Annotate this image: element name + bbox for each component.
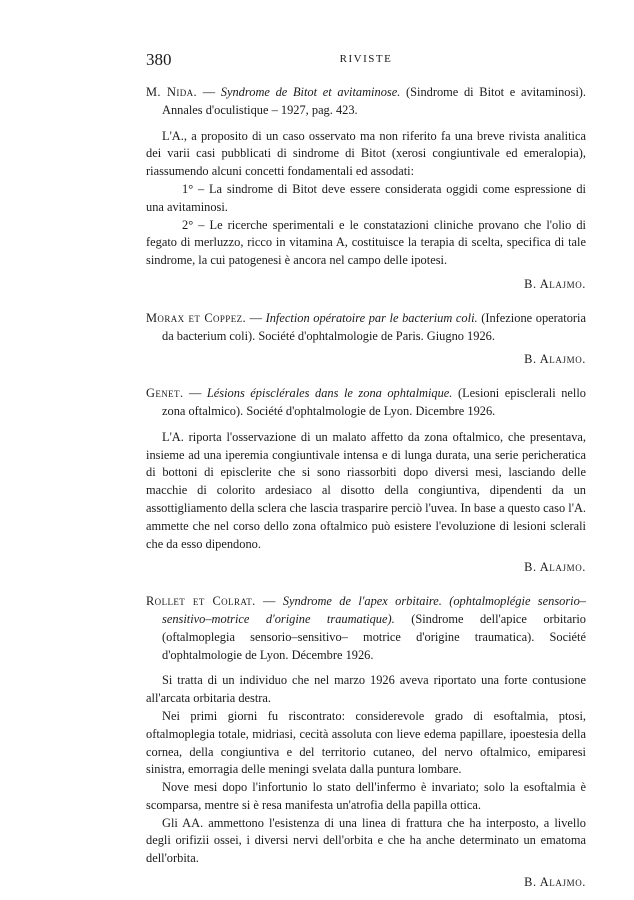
author: Morax et Coppez. [146, 310, 246, 325]
running-head: RIVISTE [339, 53, 393, 65]
spacer [146, 294, 586, 310]
author: Genet. [146, 386, 184, 401]
spacer [146, 369, 586, 385]
author: M. Nida. [146, 85, 198, 99]
page-header [146, 50, 586, 70]
reference: Genet. — Lésions épisclérales dans le zona ophtalmique. (Lesioni episclerali nello zona oftalmico). Société d'ophtalmologie de Lyon. Dicembre 1926. [146, 386, 586, 418]
page-number: 380 [146, 50, 172, 69]
spacer [146, 577, 586, 593]
signature: B. Alajmo. [524, 560, 586, 575]
review-morax-coppez [146, 310, 586, 369]
translation: (Sindrome di Bitot e avitaminosi). [406, 85, 586, 99]
source: Société d'ophtalmologie de Lyon. Dicembre 1926. [246, 403, 496, 418]
numbered-point: 1° – La sindrome di Bitot deve essere considerata oggidi come espressione di una avitaminosi. [146, 181, 586, 214]
translation: (Sindrome dell'apice orbitario (oftalmoplegia sensorio–sensitivo– motrice d'origine traumatica). [162, 611, 586, 644]
author: Rollet et Colrat. [146, 594, 256, 609]
title: Syndrome de l'apex orbitaire. (ophtalmoplégie sensorio–sensitivo–motrice d'origine traumatique). [162, 594, 587, 626]
signature: B. Alajmo. [524, 875, 586, 890]
review-nida [146, 84, 586, 294]
review-genet [146, 385, 586, 577]
translation: (Infezione operatoria da bacterium coli). [162, 310, 586, 343]
paragraph: Nei primi giorni fu riscontrato: considerevole grado di esoftalmia, ptosi, oftalmoplegia totale, midriasi, cecità assoluta con lieve edema papillare, ipoestesia della cornea, della congiuntiva e del territorio cutaneo, del nervo oftalmico, emiparesi sinistra, emorragia delle meningi svelata dalla puntura lombare. [146, 708, 586, 777]
paragraph: Si tratta di un individuo che nel marzo 1926 aveva riportato una forte contusione all'arcata orbitaria destra. [146, 673, 586, 706]
reference: Rollet et Colrat. — Syndrome de l'apex orbitaire. (ophtalmoplégie sensorio–sensitivo–motrice d'origine traumatique). (Sindrome dell'apice orbitario (oftalmoplegia sensorio–sensitivo– motrice d'origine traumatica). Société d'ophtalmologie de Lyon. Décembre 1926. [146, 594, 587, 662]
source: Société d'ophtalmologie de Paris. Giugno 1926. [258, 328, 495, 343]
source: Société d'ophtalmologie de Lyon. Décembre 1926. [162, 629, 586, 662]
numbered-point: 2° – Le ricerche sperimentali e le constatazioni cliniche provano che l'olio di fegato di merluzzo, ricco in vitamina A, costituisce la terapia di scelta, specifica di tale sindrome, la cui patogenesi è ancora nel campo delle ipotesi. [146, 217, 586, 268]
paragraph: Gli AA. ammettono l'esistenza di una linea di frattura che ha interposto, a livello degli orifizii ossei, i diversi nervi dell'orbita e che ha anche determinato un ematoma dell'orbita. [146, 815, 586, 866]
title: Syndrome de Bitot et avitaminose. [220, 85, 401, 99]
title: Infection opératoire par le bacterium coli. [265, 310, 478, 325]
paragraph: L'A., a proposito di un caso osservato ma non riferito fa una breve rivista analitica dei varii casi pubblicati di sindrome di Bitot (xerosi congiuntivale ed emeralopia), riassumendo alcuni concetti fondamentali ed assodati: [146, 128, 586, 179]
reference: M. Nida. — Syndrome de Bitot et avitaminose. (Sindrome di Bitot e avitaminosi). Annales d'oculistique – 1927, pag. 423. [146, 85, 586, 117]
title: Lésions épisclérales dans le zona ophtalmique. [206, 386, 453, 401]
source: Annales d'oculistique – 1927, pag. 423. [162, 102, 358, 117]
paragraph: L'A. riporta l'osservazione di un malato affetto da zona oftalmico, che presentava, insieme ad una iperemia congiuntivale intensa e di lunga durata, una serie pericheratica di bottoni di episclerite che si sono riassorbiti dopo diversi mesi, lasciando delle macchie di colorito ardesiaco al disotto della congiuntiva, dipendenti da un assottigliamento della sclera che lascia trasparire perciò l'uvea. In base a questo caso l'A. ammette che nel corso dello zona oftalmico può esistere l'evoluzione di lesioni sclerali che da esso dipendono. [146, 429, 586, 551]
page-body [146, 84, 586, 892]
signature: B. Alajmo. [524, 276, 586, 291]
translation: (Lesioni episclerali nello zona oftalmico). [162, 386, 586, 418]
paragraph: Nove mesi dopo l'infortunio lo stato dell'infermo è invariato; solo la esoftalmia è scomparsa, mentre si è resa manifesta un'atrofia della papilla ottica. [146, 780, 586, 812]
signature: B. Alajmo. [524, 352, 586, 367]
review-rollet-colrat [146, 593, 586, 892]
reference: Morax et Coppez. — Infection opératoire par le bacterium coli. (Infezione operatoria da bacterium coli). Société d'ophtalmologie de Paris. Giugno 1926. [146, 310, 586, 343]
